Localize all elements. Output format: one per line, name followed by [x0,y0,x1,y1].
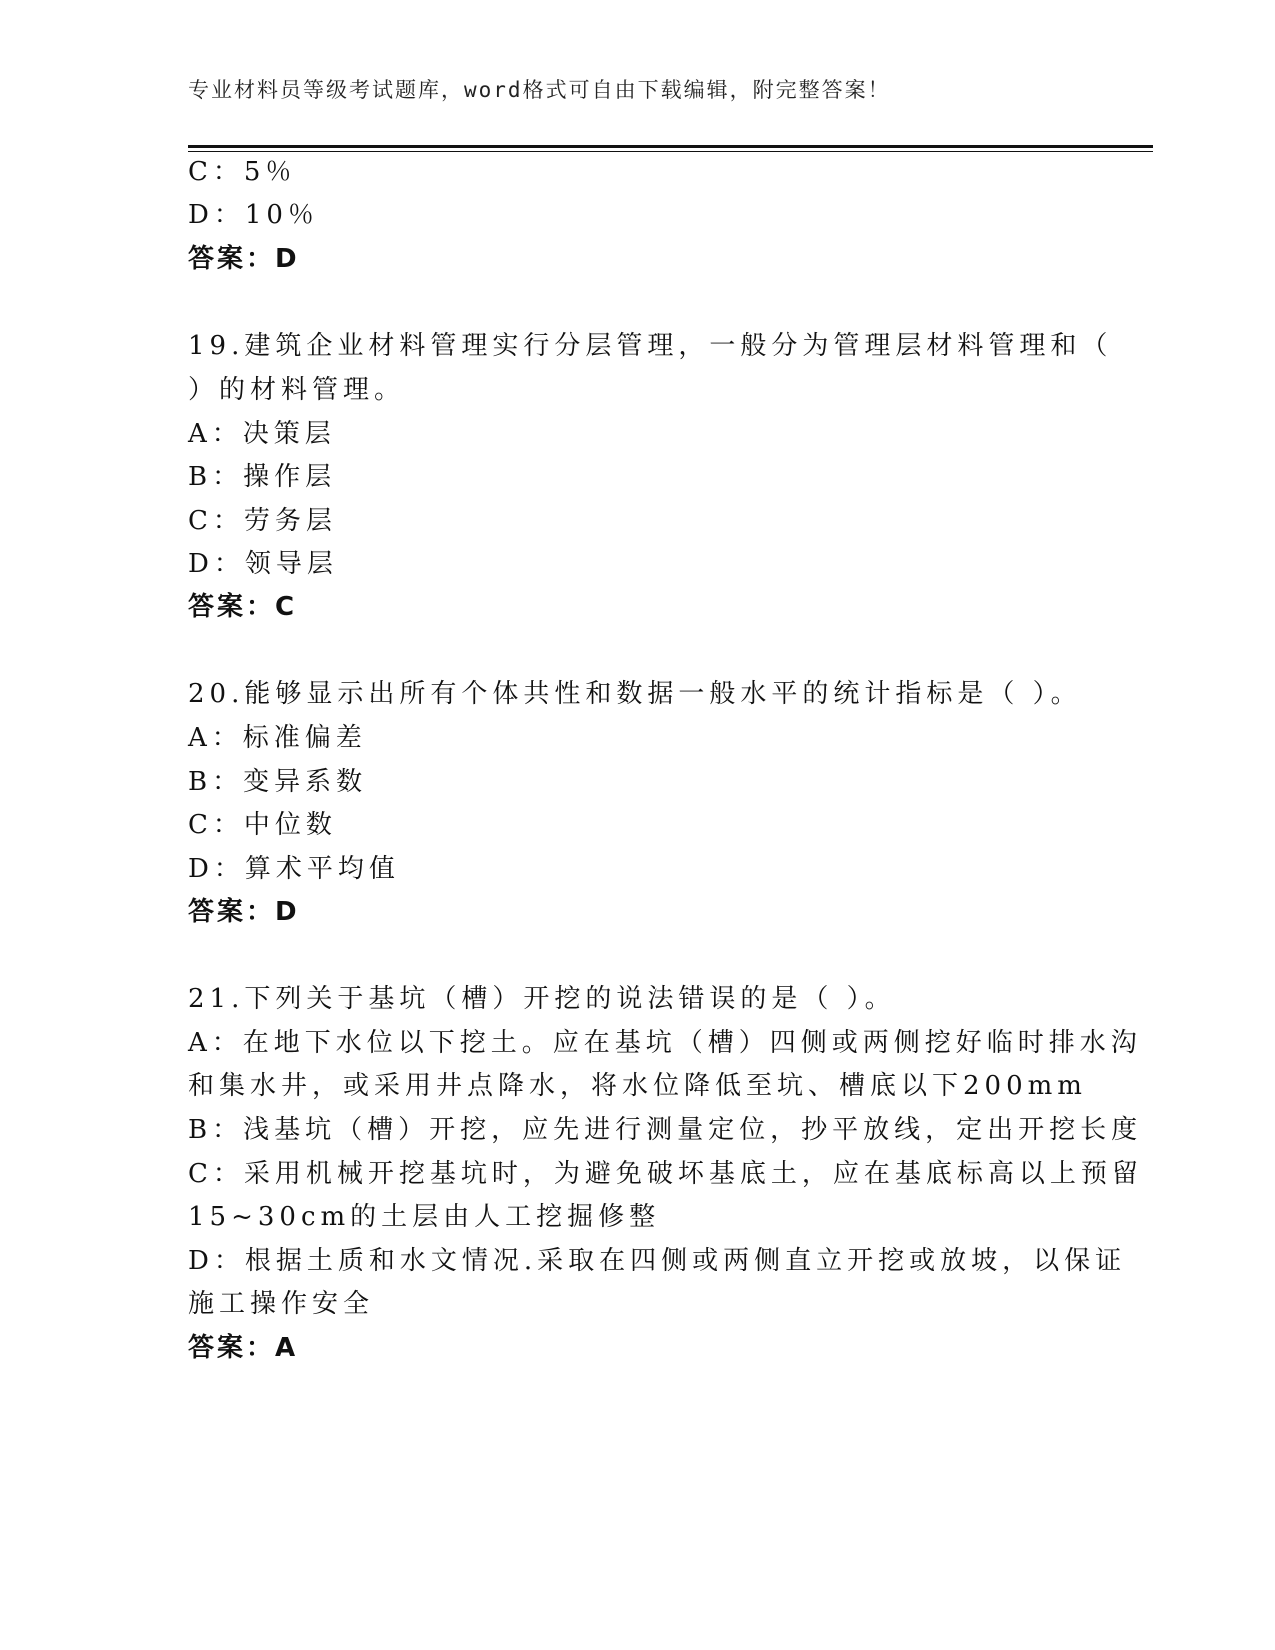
question-stem-continued: ）的材料管理。 [188,375,406,405]
option-c: C：中位数 [188,810,337,840]
option-b: B：操作层 [188,462,337,492]
option-c: C：5％ [188,157,297,187]
option-d: D：根据土质和水文情况.采取在四侧或两侧直立开挖或放坡，以保证 [188,1246,1127,1276]
answer: 答案：D [188,244,300,274]
header-rule [188,145,1153,148]
option-c-continued: 15~30cm的土层由人工挖掘修整 [188,1202,661,1232]
answer: 答案：D [188,897,300,927]
option-d: D：领导层 [188,549,338,579]
option-a: A：决策层 [188,419,336,449]
question-stem: 19.建筑企业材料管理实行分层管理，一般分为管理层材料管理和（ [188,331,1113,361]
answer: 答案：C [188,592,298,622]
answer: 答案：A [188,1333,299,1363]
header-rule-thin [188,151,1153,152]
option-d: D：10％ [188,200,319,230]
question-stem: 21.下列关于基坑（槽）开挖的说法错误的是（ ）。 [188,984,896,1014]
option-d-continued: 施工操作安全 [188,1289,375,1319]
option-d: D：算术平均值 [188,854,400,884]
option-c: C：劳务层 [188,506,337,536]
option-a: A：在地下水位以下挖土。应在基坑（槽）四侧或两侧挖好临时排水沟 [188,1028,1142,1058]
option-a-continued: 和集水井，或采用井点降水，将水位降低至坑、槽底以下200mm [188,1071,1087,1101]
option-b: B：浅基坑（槽）开挖，应先进行测量定位，抄平放线，定出开挖长度 [188,1115,1143,1145]
question-stem: 20.能够显示出所有个体共性和数据一般水平的统计指标是（ ）。 [188,679,1082,709]
option-c: C：采用机械开挖基坑时，为避免破坏基底土，应在基底标高以上预留 [188,1159,1143,1189]
option-a: A：标准偏差 [188,723,367,753]
option-b: B：变异系数 [188,767,368,797]
page-header: 专业材料员等级考试题库，word格式可自由下载编辑，附完整答案！ [188,78,891,102]
